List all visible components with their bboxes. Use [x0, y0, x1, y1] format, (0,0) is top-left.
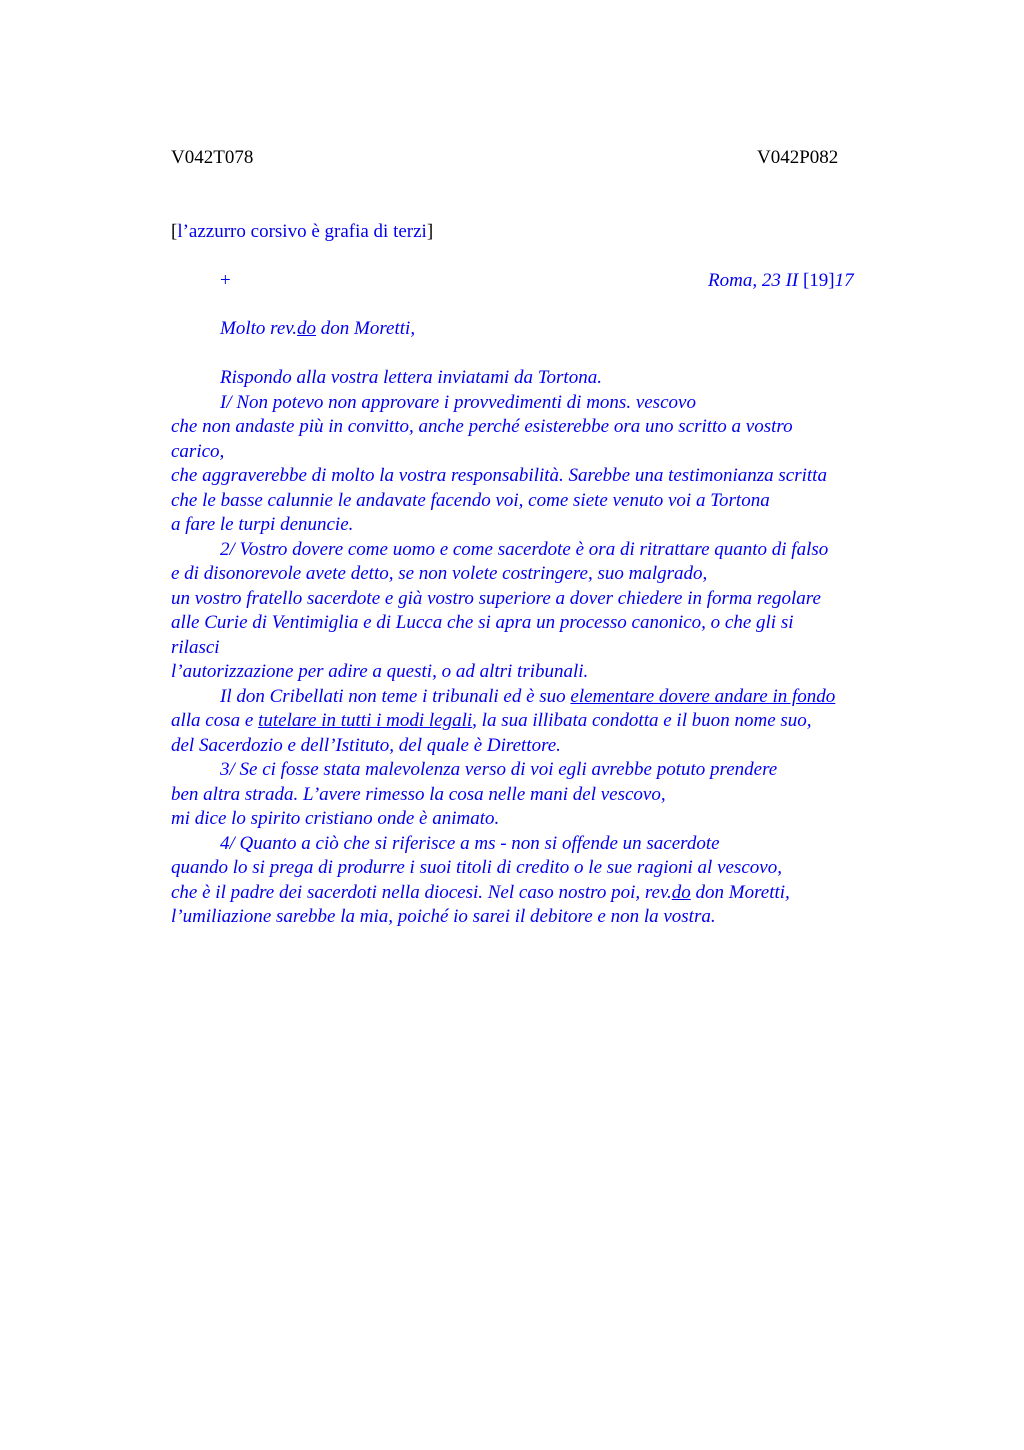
- letter-line: 2/ Vostro dovere come uomo e come sacerdote è ora di ritrattare quanto di falso: [220, 538, 829, 560]
- letter-line: che è il padre dei sacerdoti nella diocesi. Nel caso nostro poi, rev.do don Moretti,: [171, 881, 790, 903]
- letter-line: del Sacerdozio e dell’Istituto, del quale è Direttore.: [171, 734, 561, 756]
- letter-line: I/ Non potevo non approvare i provvedimenti di mons. vescovo: [220, 391, 696, 413]
- document-code-right: V042P082: [757, 147, 839, 168]
- letter-line: Il don Cribellati non teme i tribunali ed è suo elementare dovere andare in fondo: [220, 685, 836, 707]
- letter-line: quando lo si prega di produrre i suoi titoli di credito o le sue ragioni al vescovo,: [171, 857, 782, 878]
- letter-line: carico,: [171, 440, 225, 462]
- cross-sign: +: [220, 270, 231, 291]
- letter-body: [171, 317, 911, 930]
- dateline: Roma, 23 II [19]17: [708, 270, 854, 291]
- letter-line: che non andaste più in convitto, anche perché esisterebbe ora uno scritto a vostro: [171, 416, 793, 437]
- letter-line: che aggraverebbe di molto la vostra responsabilità. Sarebbe una testimonianza scritta: [171, 465, 827, 486]
- letter-line: l’umiliazione sarebbe la mia, poiché io sarei il debitore e non la vostra.: [171, 906, 716, 927]
- letter-line: un vostro fratello sacerdote e già vostro superiore a dover chiedere in forma regolare: [171, 587, 821, 609]
- letter-line: ben altra strada. L’avere rimesso la cosa nelle mani del vescovo,: [171, 783, 666, 805]
- letter-line: mi dice lo spirito cristiano onde è animato.: [171, 808, 500, 829]
- editor-note: [l’azzurro corsivo è grafia di terzi]: [171, 221, 434, 242]
- letter-line: alle Curie di Ventimiglia e di Lucca che si apra un processo canonico, o che gli si: [171, 612, 794, 633]
- letter-line: alla cosa e tutelare in tutti i modi legali, la sua illibata condotta e il buon nome suo,: [171, 710, 812, 731]
- letter-line: l’autorizzazione per adire a questi, o ad altri tribunali.: [171, 661, 589, 682]
- letter-line: e di disonorevole avete detto, se non volete costringere, suo malgrado,: [171, 563, 708, 584]
- letter-line: Rispondo alla vostra lettera inviatami da Tortona.: [220, 367, 602, 388]
- letter-line: 3/ Se ci fosse stata malevolenza verso di voi egli avrebbe potuto prendere: [220, 759, 778, 780]
- letter-line: che le basse calunnie le andavate facendo voi, come siete venuto voi a Tortona: [171, 489, 770, 511]
- letter-line: 4/ Quanto a ciò che si riferisce a ms - non si offende un sacerdote: [220, 832, 720, 854]
- document-code-left: V042T078: [171, 147, 254, 168]
- salutation: Molto rev.do don Moretti,: [220, 318, 416, 339]
- letter-line: a fare le turpi denuncie.: [171, 514, 354, 535]
- letter-line: rilasci: [171, 636, 220, 658]
